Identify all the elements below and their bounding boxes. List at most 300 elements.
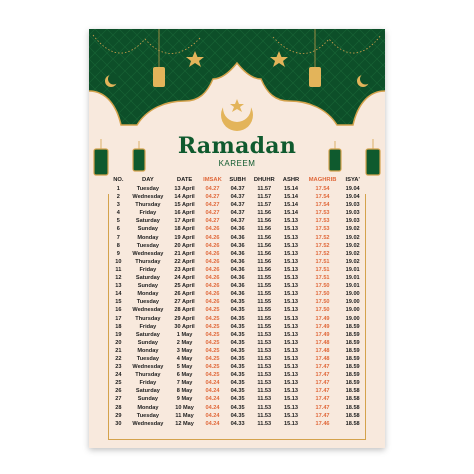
table-row (111, 234, 363, 242)
table-cell: 19.03 (345, 218, 360, 225)
table-cell: 04.37 (230, 218, 245, 225)
table-cell: 11.56 (257, 250, 272, 257)
table-cell: 18 (115, 323, 122, 330)
table-cell: 15.14 (284, 210, 298, 217)
column-header: DAY (142, 176, 154, 183)
table-cell: 15.13 (284, 380, 298, 387)
table-cell: 19.00 (345, 307, 360, 314)
table-cell: 12 May (175, 420, 194, 427)
table-cell: 18.58 (345, 388, 360, 395)
table-cell: 17 (115, 315, 122, 322)
table-cell: 04.37 (230, 194, 245, 201)
table-cell: 3 May (176, 347, 193, 354)
table-row (111, 404, 363, 412)
table-cell: 19.02 (345, 226, 360, 233)
table-cell: 17.52 (315, 234, 330, 241)
table-cell: 23 April (174, 266, 195, 273)
table-cell: 04.25 (205, 347, 220, 354)
table-cell: 15.14 (284, 194, 298, 201)
table-cell: 19.01 (345, 266, 360, 273)
table-row (111, 290, 363, 298)
table-cell: 15.14 (284, 202, 298, 209)
table-cell: 15.13 (284, 388, 298, 395)
table-cell: 04.26 (205, 226, 220, 233)
table-cell: 5 May (176, 364, 193, 371)
table-cell: 16 April (174, 210, 195, 217)
table-cell: 18.58 (345, 412, 360, 419)
table-row (111, 209, 363, 217)
table-row (111, 217, 363, 225)
table-cell: 19.04 (345, 194, 360, 201)
table-cell: 11.56 (257, 242, 272, 249)
table-cell: 15.13 (284, 355, 298, 362)
table-cell: 15.13 (284, 266, 298, 273)
table-cell: 04.24 (205, 404, 220, 411)
table-cell: 28 April (174, 307, 195, 314)
table-cell: 19.02 (345, 242, 360, 249)
table-cell: 04.25 (205, 339, 220, 346)
table-cell: 17.54 (315, 202, 330, 209)
table-row (111, 323, 363, 331)
table-cell: 11.53 (257, 396, 272, 403)
table-cell: Thursday (135, 315, 161, 322)
table-cell: Wednesday (132, 364, 164, 371)
table-cell: 04.27 (205, 186, 220, 192)
poster-title: Ramadan (177, 133, 297, 159)
table-cell: 04.35 (230, 380, 245, 387)
table-cell: 10 May (175, 404, 194, 411)
table-cell: 04.25 (205, 315, 220, 322)
table-cell: Saturday (135, 331, 160, 338)
table-cell: Friday (139, 380, 157, 387)
table-cell: 15.13 (284, 275, 298, 282)
lantern-icon (309, 67, 321, 87)
table-cell: 11.56 (257, 226, 272, 233)
table-cell: 5 (116, 218, 120, 225)
table-cell: 11.57 (257, 202, 272, 209)
table-cell: 15.13 (284, 339, 298, 346)
table-cell: Friday (139, 323, 157, 330)
table-cell: Monday (137, 404, 159, 411)
table-cell: 25 (115, 380, 122, 387)
table-cell: 04.27 (205, 218, 220, 225)
table-cell: 04.24 (205, 380, 220, 387)
table-cell: 30 April (174, 323, 195, 330)
column-header: SUBH (229, 176, 246, 183)
table-cell: 25 April (174, 283, 195, 290)
table-cell: 18.59 (345, 364, 360, 371)
table-cell: 17.50 (315, 307, 330, 314)
table-cell: 04.26 (205, 234, 220, 241)
table-cell: Friday (139, 210, 157, 217)
table-cell: 04.35 (230, 347, 245, 354)
table-cell: 04.36 (230, 283, 245, 290)
column-header: DHUHR (253, 176, 275, 183)
table-cell: 18.58 (345, 404, 360, 411)
table-cell: Wednesday (132, 250, 164, 257)
table-cell: 11.55 (257, 323, 272, 330)
column-header: DATE (176, 176, 193, 183)
table-cell: 18 April (174, 226, 195, 233)
column-header: MAGHRIB (308, 176, 337, 183)
table-row (111, 315, 363, 323)
table-cell: 17.51 (315, 258, 330, 265)
table-cell: 11.57 (257, 194, 272, 201)
table-cell: 29 (115, 412, 122, 419)
table-cell: 04.35 (230, 331, 245, 338)
table-cell: 11.55 (257, 275, 272, 282)
table-cell: 21 April (174, 250, 195, 257)
table-cell: 17.49 (315, 315, 330, 322)
table-cell: 04.36 (230, 291, 245, 298)
table-cell: 11.53 (257, 364, 272, 371)
table-cell: 22 (115, 355, 122, 362)
table-cell: 15 April (174, 202, 195, 209)
table-cell: 04.26 (205, 242, 220, 249)
table-cell: 04.36 (230, 266, 245, 273)
table-cell: 6 May (176, 372, 193, 379)
table-cell: 11.55 (257, 283, 272, 290)
table-cell: 04.27 (205, 210, 220, 217)
table-cell: 17.47 (315, 372, 330, 379)
table-cell: Saturday (135, 275, 160, 282)
column-header: NO. (113, 176, 124, 183)
table-cell: 17.48 (315, 347, 330, 354)
table-cell: 04.25 (205, 355, 220, 362)
table-row (111, 395, 363, 403)
table-cell: 17.53 (315, 218, 330, 225)
table-cell: 15 (115, 299, 122, 306)
table-cell: 8 May (176, 388, 193, 395)
table-cell: 04.35 (230, 355, 245, 362)
table-row (111, 412, 363, 420)
table-cell: 17.47 (315, 404, 330, 411)
table-cell: 04.35 (230, 372, 245, 379)
table-cell: 04.35 (230, 299, 245, 306)
table-cell: 04.36 (230, 250, 245, 257)
table-cell: 15.14 (284, 186, 298, 192)
table-row (111, 225, 363, 233)
table-cell: 04.35 (230, 339, 245, 346)
table-cell: 04.26 (205, 291, 220, 298)
table-cell: 04.36 (230, 275, 245, 282)
table-cell: 04.24 (205, 412, 220, 419)
table-cell: 17.46 (315, 420, 330, 427)
table-cell: 1 (116, 186, 120, 192)
table-cell: 14 April (174, 194, 195, 201)
table-cell: 10 (115, 258, 122, 265)
table-cell: Friday (139, 266, 157, 273)
table-cell: 04.27 (205, 194, 220, 201)
lantern-icon (153, 67, 165, 87)
table-cell: 04.35 (230, 388, 245, 395)
table-cell: 18.59 (345, 347, 360, 354)
table-cell: 17.51 (315, 266, 330, 273)
table-cell: 19.02 (345, 234, 360, 241)
table-cell: 19.04 (345, 186, 360, 192)
table-cell: Monday (137, 234, 159, 241)
table-row (111, 242, 363, 250)
table-row (111, 306, 363, 314)
table-cell: 11.56 (257, 258, 272, 265)
table-cell: 2 (116, 194, 120, 201)
table-cell: 18.59 (345, 380, 360, 387)
table-cell: Wednesday (132, 420, 164, 427)
table-cell: 13 (115, 283, 122, 290)
table-cell: 11.53 (257, 404, 272, 411)
table-cell: 17.52 (315, 250, 330, 257)
poster-subtitle: KAREEM (218, 159, 256, 168)
table-cell: 04.36 (230, 242, 245, 249)
table-cell: 17.50 (315, 283, 330, 290)
table-cell: 8 (116, 242, 120, 249)
table-cell: 15.13 (284, 412, 298, 419)
table-row (111, 331, 363, 339)
table-cell: 18.59 (345, 355, 360, 362)
table-cell: 18.59 (345, 339, 360, 346)
table-cell: Thursday (135, 202, 161, 209)
table-cell: 11.53 (257, 412, 272, 419)
table-cell: 04.26 (205, 266, 220, 273)
table-cell: 17.47 (315, 412, 330, 419)
table-cell: 18.59 (345, 372, 360, 379)
table-cell: 04.37 (230, 210, 245, 217)
table-cell: 18.59 (345, 331, 360, 338)
table-cell: 15.13 (284, 396, 298, 403)
table-cell: 22 April (174, 258, 195, 265)
table-cell: 15.13 (284, 331, 298, 338)
table-row (111, 282, 363, 290)
table-cell: 04.25 (205, 331, 220, 338)
table-row (111, 355, 363, 363)
table-cell: 11 May (175, 412, 194, 419)
table-cell: 11.55 (257, 315, 272, 322)
table-cell: 11.53 (257, 339, 272, 346)
table-cell: 15.13 (284, 315, 298, 322)
table-cell: 23 (115, 364, 122, 371)
table-cell: Tuesday (136, 242, 160, 249)
table-cell: 17.50 (315, 299, 330, 306)
table-cell: 15.13 (284, 283, 298, 290)
table-cell: 15.13 (284, 323, 298, 330)
table-row (111, 266, 363, 274)
table-row (111, 363, 363, 371)
table-cell: 04.37 (230, 186, 245, 192)
imsakiyah-schedule-table (111, 175, 363, 428)
table-cell: 19 April (174, 234, 195, 241)
table-cell: 04.36 (230, 258, 245, 265)
table-cell: 11.55 (257, 291, 272, 298)
table-cell: 17.47 (315, 388, 330, 395)
table-cell: 04.35 (230, 315, 245, 322)
table-cell: 19.00 (345, 315, 360, 322)
table-cell: 17.47 (315, 396, 330, 403)
table-row (111, 387, 363, 395)
table-cell: 11.55 (257, 307, 272, 314)
table-cell: Wednesday (132, 194, 164, 201)
table-cell: 26 April (174, 291, 195, 298)
table-cell: 24 (115, 372, 122, 379)
table-cell: 19.00 (345, 299, 360, 306)
table-cell: 04.35 (230, 323, 245, 330)
table-cell: 15.13 (284, 364, 298, 371)
table-cell: 17.54 (315, 194, 330, 201)
table-cell: 15.13 (284, 299, 298, 306)
table-cell: 17.50 (315, 291, 330, 298)
table-cell: 9 (116, 250, 120, 257)
table-cell: 13 April (174, 186, 195, 192)
table-cell: 20 April (174, 242, 195, 249)
table-cell: 04.27 (205, 202, 220, 209)
table-cell: Saturday (135, 218, 160, 225)
table-row (111, 258, 363, 266)
table-cell: 19.01 (345, 275, 360, 282)
table-cell: 19.02 (345, 250, 360, 257)
table-cell: 17.51 (315, 275, 330, 282)
table-cell: 6 (116, 226, 120, 233)
table-cell: 15.13 (284, 234, 298, 241)
table-cell: 11.53 (257, 331, 272, 338)
table-cell: 11.53 (257, 420, 272, 427)
table-cell: 12 (115, 275, 122, 282)
table-cell: 15.13 (284, 291, 298, 298)
table-cell: 7 May (176, 380, 193, 387)
table-cell: 04.35 (230, 404, 245, 411)
table-cell: 04.35 (230, 412, 245, 419)
table-cell: Sunday (137, 339, 158, 346)
table-cell: 17.53 (315, 226, 330, 233)
table-cell: 11.56 (257, 210, 272, 217)
table-cell: 11.57 (257, 186, 272, 192)
table-cell: 17.47 (315, 364, 330, 371)
table-cell: 15.13 (284, 307, 298, 314)
table-row (111, 201, 363, 209)
table-cell: 19.03 (345, 202, 360, 209)
ramadan-poster (89, 29, 385, 448)
table-cell: 04.26 (205, 275, 220, 282)
table-cell: Thursday (135, 258, 161, 265)
table-cell: 15.13 (284, 347, 298, 354)
table-cell: 4 (116, 210, 120, 217)
table-cell: 1 May (176, 331, 193, 338)
table-cell: 04.33 (230, 420, 245, 427)
table-cell: 15.13 (284, 404, 298, 411)
header-decoration (89, 29, 385, 199)
table-cell: 04.25 (205, 372, 220, 379)
table-cell: Sunday (137, 283, 158, 290)
table-cell: Saturday (135, 388, 160, 395)
table-cell: 11.53 (257, 372, 272, 379)
table-row (111, 371, 363, 379)
table-cell: 11.56 (257, 218, 272, 225)
table-cell: 15.13 (284, 218, 298, 225)
table-cell: 15.13 (284, 250, 298, 257)
table-cell: 19.00 (345, 291, 360, 298)
table-cell: 17.49 (315, 331, 330, 338)
table-cell: Tuesday (136, 355, 160, 362)
table-cell: 17 April (174, 218, 195, 225)
table-cell: 16 (115, 307, 122, 314)
table-cell: 17.53 (315, 210, 330, 217)
table-cell: 11 (115, 266, 122, 273)
table-cell: 11.56 (257, 266, 272, 273)
table-cell: 15.13 (284, 258, 298, 265)
table-cell: 26 (115, 388, 122, 395)
table-cell: 04.25 (205, 323, 220, 330)
table-cell: Sunday (137, 226, 158, 233)
table-cell: 11.56 (257, 234, 272, 241)
table-cell: 21 (115, 347, 122, 354)
table-cell: 30 (115, 420, 122, 427)
table-cell: 04.35 (230, 307, 245, 314)
table-cell: 3 (116, 202, 120, 209)
table-cell: 19.01 (345, 283, 360, 290)
table-row (111, 420, 363, 428)
table-row (111, 185, 363, 193)
table-cell: 04.25 (205, 364, 220, 371)
table-cell: Tuesday (136, 299, 160, 306)
table-cell: 15.13 (284, 242, 298, 249)
column-header: ISYA' (345, 176, 360, 183)
table-row (111, 193, 363, 201)
table-cell: 24 April (174, 275, 195, 282)
table-cell: 11.53 (257, 355, 272, 362)
table-cell: 11.55 (257, 299, 272, 306)
table-cell: 18.58 (345, 420, 360, 427)
table-cell: 11.53 (257, 380, 272, 387)
table-cell: 19.02 (345, 258, 360, 265)
table-cell: 7 (116, 234, 120, 241)
table-cell: 27 (115, 396, 122, 403)
table-cell: 04.36 (230, 234, 245, 241)
table-cell: 9 May (176, 396, 193, 403)
table-cell: 18.58 (345, 396, 360, 403)
table-cell: 11.53 (257, 347, 272, 354)
table-cell: 15.13 (284, 420, 298, 427)
table-cell: Tuesday (136, 186, 160, 192)
table-cell: 04.26 (205, 283, 220, 290)
table-cell: 29 April (174, 315, 195, 322)
table-row (111, 379, 363, 387)
table-cell: 15.13 (284, 372, 298, 379)
table-cell: 28 (115, 404, 122, 411)
table-cell: 17.47 (315, 380, 330, 387)
table-cell: Monday (137, 347, 159, 354)
table-cell: 11.53 (257, 388, 272, 395)
table-cell: 19 (115, 331, 122, 338)
table-cell: 04.35 (230, 364, 245, 371)
table-cell: Thursday (135, 372, 161, 379)
table-cell: 04.37 (230, 202, 245, 209)
table-row (111, 339, 363, 347)
table-cell: 04.26 (205, 250, 220, 257)
column-header: IMSAK (203, 176, 222, 183)
table-row (111, 250, 363, 258)
table-cell: 18.59 (345, 323, 360, 330)
table-cell: 17.48 (315, 355, 330, 362)
table-header-row (111, 175, 363, 185)
table-cell: 04.35 (230, 396, 245, 403)
table-cell: Sunday (137, 396, 158, 403)
table-cell: Tuesday (136, 412, 160, 419)
table-cell: 04.24 (205, 396, 220, 403)
column-header: ASHR (282, 176, 300, 183)
table-cell: 04.24 (205, 388, 220, 395)
table-cell: 17.48 (315, 339, 330, 346)
table-cell: 17.52 (315, 242, 330, 249)
table-cell: 19.03 (345, 210, 360, 217)
table-cell: 2 May (176, 339, 193, 346)
